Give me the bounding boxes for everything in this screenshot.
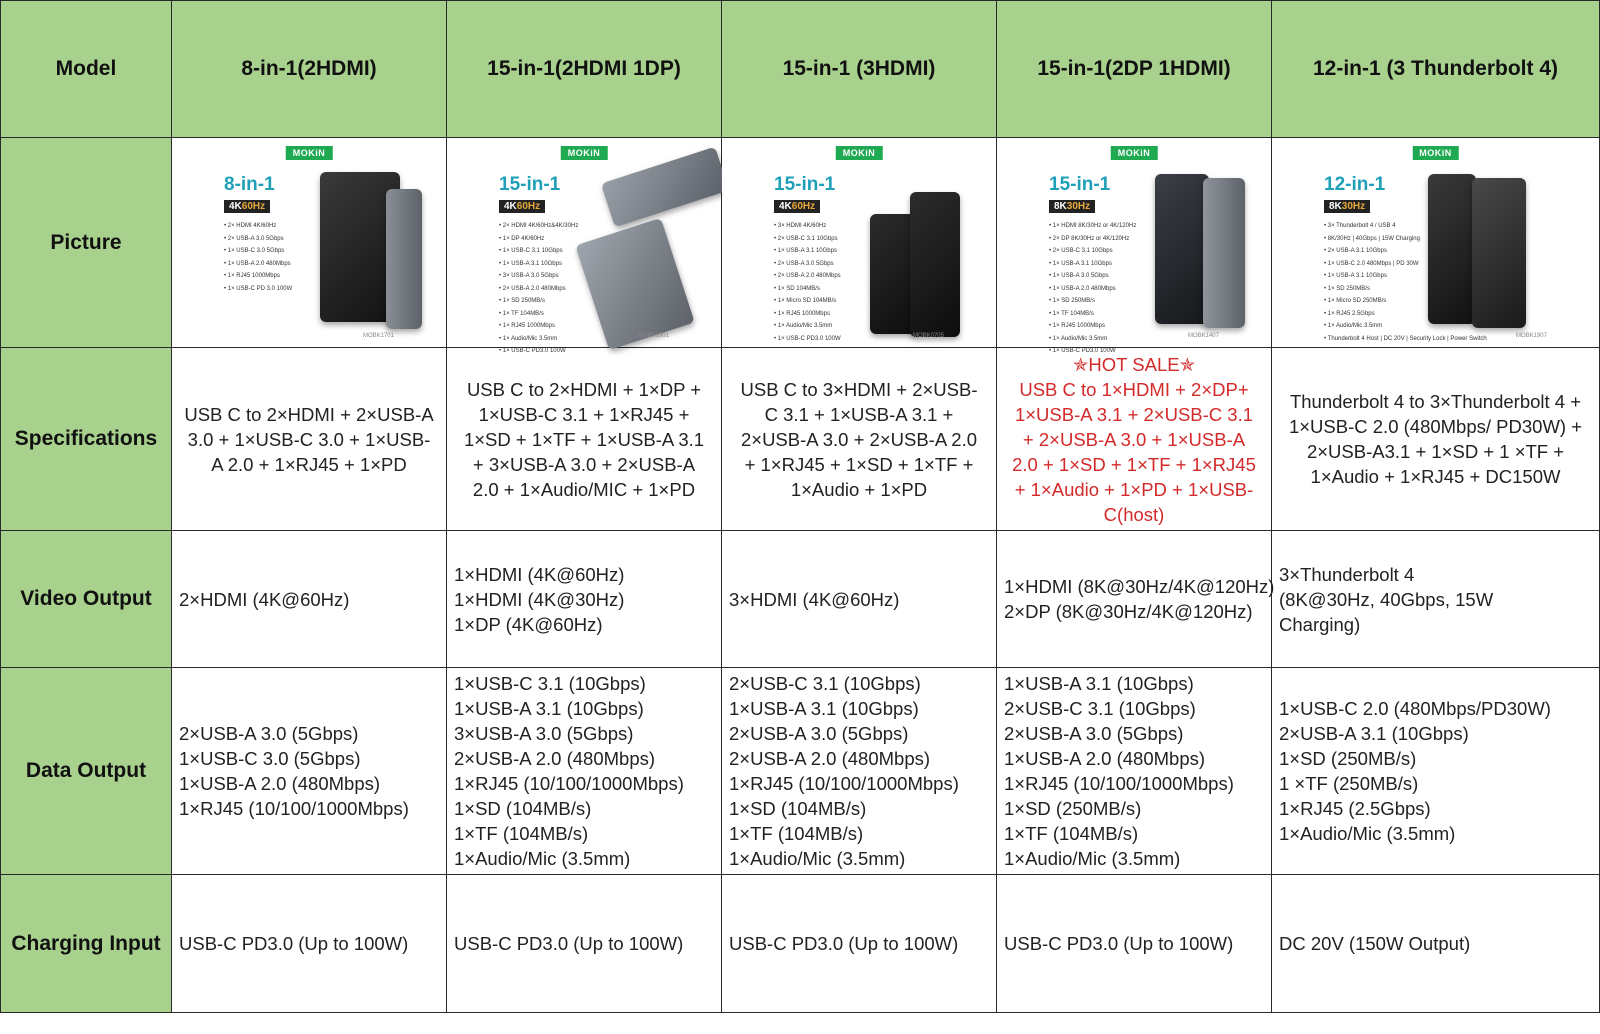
brand-logo: MOKiN [561, 146, 608, 160]
header-model-name [997, 0, 1272, 138]
product-image [1280, 144, 1591, 343]
data-output-cell [447, 668, 722, 875]
brand-logo: MOKiN [1111, 146, 1158, 160]
data-output-cell [722, 668, 997, 875]
feature-list [774, 220, 841, 345]
data-output-line: 2×USB-A 2.0 (480Mbps) [729, 748, 931, 769]
data-output-line: 1 ×TF (250MB/s) [1279, 773, 1419, 794]
data-output-cell [172, 668, 447, 875]
video-output-line: 1×HDMI (4K@60Hz) [454, 563, 625, 585]
data-output-line: 1×SD (250MB/s) [1004, 798, 1142, 819]
feature-item: • Thunderbolt 4 Host | DC 20V | Security Lock | Power Switch [1324, 333, 1487, 346]
feature-item: • 2× DP 8K/30Hz or 4K/120Hz [1049, 233, 1136, 246]
feature-list [1049, 220, 1136, 358]
data-output-line: 1×TF (104MB/s) [729, 823, 864, 844]
data-output-line: 3×USB-A 3.0 (5Gbps) [454, 723, 634, 744]
specifications-cell [447, 348, 722, 531]
brand-logo: MOKiN [286, 146, 333, 160]
header-model-name [447, 0, 722, 138]
feature-item: • 1× RJ45 1000Mbps [224, 270, 292, 283]
feature-item: • 1× SD 250MB/s [499, 295, 578, 308]
data-output-line: 1×Audio/Mic (3.5mm) [729, 848, 906, 869]
feature-item: • 1× USB-A 3.1 10Gbps [774, 245, 841, 258]
charging-input-cell [172, 875, 447, 1013]
data-output-line: 1×USB-C 3.0 (5Gbps) [179, 748, 361, 769]
data-output-line: 2×USB-A 3.0 (5Gbps) [729, 723, 909, 744]
charging-input-cell [1272, 875, 1600, 1013]
header-model-name [172, 0, 447, 138]
data-output-line: 1×RJ45 (10/100/1000Mbps) [729, 773, 959, 794]
feature-item: • 1× USB-A 3.0 5Gbps [1049, 270, 1136, 283]
badge-resolution: 8K [1329, 201, 1342, 212]
badge-refresh: 60Hz [516, 201, 541, 212]
row-label-specifications [0, 348, 172, 531]
product-image [455, 144, 713, 354]
feature-item: • 1× HDMI 8K/30Hz or 4K/120Hz [1049, 220, 1136, 233]
feature-item: • 3× USB-A 3.0 5Gbps [499, 270, 578, 283]
feature-item: • 1× USB-A 3.1 10Gbps [499, 258, 578, 271]
specifications-cell [1272, 348, 1600, 531]
product-image [1005, 144, 1263, 354]
data-output-line: 1×Audio/Mic (3.5mm) [1004, 848, 1181, 869]
product-title: 15-in-1 [499, 174, 561, 195]
feature-item: • 2× USB-A 3.0 5Gbps [774, 258, 841, 271]
data-output-line: 2×USB-A 3.0 (5Gbps) [179, 723, 359, 744]
charging-input-cell [447, 875, 722, 1013]
feature-item: • 1× RJ45 1000Mbps [1049, 320, 1136, 333]
feature-item: • 1× USB-A 2.0 480Mbps [1049, 283, 1136, 296]
data-output-line: 1×Audio/Mic (3.5mm) [1279, 823, 1456, 844]
resolution-badge [1049, 200, 1095, 213]
badge-resolution: 8K [1054, 201, 1067, 212]
data-output-line: 1×SD (250MB/s) [1279, 748, 1417, 769]
charging-input-cell [722, 875, 997, 1013]
badge-refresh: 30Hz [1066, 201, 1091, 212]
hub-device-image [1472, 178, 1526, 328]
data-output-line: 1×TF (104MB/s) [1004, 823, 1139, 844]
video-output-cell [172, 531, 447, 668]
feature-item: • 1× RJ45 1000Mbps [499, 320, 578, 333]
video-output-cell [1272, 531, 1600, 668]
specifications-text: USB C to 2×HDMI + 1×DP + 1×USB-C 3.1 + 1×RJ45 + 1×SD + 1×TF + 1×USB-A 3.1 + 3×USB-A 3.0 + 2×USB-A 2.0 + 1×Audio/MIC + 1×PD [463, 378, 705, 500]
data-output-line: 2×USB-A 2.0 (480Mbps) [454, 748, 656, 769]
badge-resolution: 4K [229, 201, 242, 212]
feature-item: • 1× DP 4K/60Hz [499, 233, 578, 246]
specifications-cell [722, 348, 997, 531]
data-output-line: 1×USB-C 2.0 (480Mbps/PD30W) [1279, 698, 1551, 719]
product-picture [172, 138, 447, 348]
row-label-charging-input [0, 875, 172, 1013]
header-model-name [722, 0, 997, 138]
hub-device-image [1155, 174, 1209, 324]
feature-item: • 1× USB-C PD3.0 100W [499, 345, 578, 358]
feature-item: • 1× USB-A 3.1 10Gbps [1324, 270, 1487, 283]
model-number: MOBK1701 [362, 333, 394, 339]
video-output-line: Charging) [1279, 613, 1361, 635]
brand-logo: MOKiN [1412, 146, 1459, 160]
feature-item: • 1× Audio/Mic 3.5mm [499, 333, 578, 346]
data-output-line: 2×USB-C 3.1 (10Gbps) [729, 673, 921, 694]
badge-refresh: 30Hz [1341, 201, 1366, 212]
row-label-text: Charging Input [11, 931, 161, 955]
hub-device-image [1203, 178, 1245, 328]
row-label-data-output [0, 668, 172, 875]
hub-device-image [910, 192, 960, 337]
data-output-line: 1×SD (104MB/s) [729, 798, 867, 819]
hub-device-image [601, 147, 729, 228]
badge-resolution: 4K [779, 201, 792, 212]
model-number: MOBK0705 [912, 333, 944, 339]
video-output-line: 1×DP (4K@60Hz) [454, 613, 603, 635]
product-image [180, 144, 438, 343]
model-name-text: 8-in-1(2HDMI) [241, 57, 377, 80]
data-output-line: 2×USB-A 3.1 (10Gbps) [1279, 723, 1469, 744]
data-output-line: 1×TF (104MB/s) [454, 823, 589, 844]
model-name-text: 15-in-1(2HDMI 1DP) [487, 57, 681, 80]
product-picture [1272, 138, 1600, 348]
video-output-line: 2×HDMI (4K@60Hz) [179, 588, 350, 610]
feature-item: • 2× HDMI 4K/60Hz&4K/30Hz [499, 220, 578, 233]
data-output-line: 2×USB-C 3.1 (10Gbps) [1004, 698, 1196, 719]
product-title: 15-in-1 [774, 174, 836, 195]
row-label-picture [0, 138, 172, 348]
feature-item: • 1× USB-A 3.1 10Gbps [1049, 258, 1136, 271]
feature-item: • 1× Audio/Mic 3.5mm [1324, 320, 1487, 333]
feature-item: • 1× Micro SD 250MB/s [1324, 295, 1487, 308]
brand-logo: MOKiN [836, 146, 883, 160]
model-name-text: 12-in-1 (3 Thunderbolt 4) [1312, 57, 1558, 80]
model-number: MOBK0901 [637, 333, 669, 339]
feature-item: • 1× SD 250MB/s [1324, 283, 1487, 296]
data-output-line: 1×RJ45 (10/100/1000Mbps) [1004, 773, 1234, 794]
data-output-line: 1×USB-A 2.0 (480Mbps) [179, 773, 381, 794]
video-output-line: 1×HDMI (4K@30Hz) [454, 588, 625, 610]
feature-item: • 1× USB-C 3.1 10Gbps [499, 245, 578, 258]
resolution-badge [224, 200, 270, 213]
badge-refresh: 60Hz [241, 201, 266, 212]
feature-item: • 1× USB-C PD3.0 100W [774, 333, 841, 346]
feature-item: • 1× USB-C 2.0 480Mbps | PD 30W [1324, 258, 1487, 271]
product-picture [722, 138, 997, 348]
header-model-name [1272, 0, 1600, 138]
product-picture [997, 138, 1272, 354]
specifications-text: ✯HOT SALE✯ USB C to 1×HDMI + 2×DP+ 1×USB-A 3.1 + 2×USB-C 3.1 + 2×USB-A 3.0 + 1×USB-A 2.0 + 1×SD + 1×TF + 1×RJ45 + 1×Audio + 1×PD + 1×USB-C(host) [1012, 353, 1256, 525]
charging-input-cell [997, 875, 1272, 1013]
feature-item: • 1× RJ45 1000Mbps [774, 308, 841, 321]
data-output-line: 1×USB-C 3.1 (10Gbps) [454, 673, 646, 694]
row-label-text: Specifications [14, 427, 158, 450]
data-output-line: 2×USB-A 3.0 (5Gbps) [1004, 723, 1184, 744]
hub-device-image [575, 218, 695, 350]
data-output-line: 1×SD (104MB/s) [454, 798, 592, 819]
feature-item: • 1× SD 104MB/s [774, 283, 841, 296]
product-title: 15-in-1 [1049, 174, 1111, 195]
feature-item: • 8K/30Hz | 40Gbps | 15W Charging [1324, 233, 1487, 246]
row-label-text: Data Output [25, 759, 147, 782]
charging-input-text: USB-C PD3.0 (Up to 100W) [1004, 933, 1234, 954]
badge-refresh: 60Hz [791, 201, 816, 212]
row-label-text: Video Output [20, 587, 152, 610]
feature-item: • 1× USB-C PD 3.0 100W [224, 283, 292, 296]
feature-item: • 1× USB-C 3.0 5Gbps [224, 245, 292, 258]
charging-input-text: USB-C PD3.0 (Up to 100W) [454, 933, 684, 954]
specifications-text: USB C to 2×HDMI + 2×USB-A 3.0 + 1×USB-C 3.0 + 1×USB-A 2.0 + 1×RJ45 + 1×PD [184, 403, 434, 475]
feature-item: • 1× USB-C PD3.0 100W [1049, 345, 1136, 358]
resolution-badge [1324, 200, 1370, 213]
feature-item: • 1× RJ45 2.5Gbps [1324, 308, 1487, 321]
data-output-line: 1×RJ45 (2.5Gbps) [1279, 798, 1431, 819]
data-output-line: 1×USB-A 3.1 (10Gbps) [454, 698, 644, 719]
video-output-line: 3×HDMI (4K@60Hz) [729, 588, 900, 610]
feature-list [224, 220, 292, 295]
resolution-badge [774, 200, 820, 213]
video-output-line: 1×HDMI (8K@30Hz/4K@120Hz) [1004, 576, 1275, 597]
product-picture [447, 138, 722, 354]
feature-item: • 2× USB-A 2.0 480Mbps [499, 283, 578, 296]
video-output-line: 2×DP (8K@30Hz/4K@120Hz) [1004, 601, 1253, 622]
feature-item: • 1× Audio/Mic 3.5mm [774, 320, 841, 333]
charging-input-text: USB-C PD3.0 (Up to 100W) [729, 933, 959, 954]
feature-item: • 2× USB-A 2.0 480Mbps [774, 270, 841, 283]
feature-item: • 1× Audio/Mic 3.5mm [1049, 333, 1136, 346]
charging-input-text: USB-C PD3.0 (Up to 100W) [179, 933, 409, 954]
feature-item: • 2× USB-A 3.1 10Gbps [1324, 245, 1487, 258]
video-output-cell [447, 531, 722, 668]
data-output-line: 1×Audio/Mic (3.5mm) [454, 848, 631, 869]
badge-resolution: 4K [504, 201, 517, 212]
video-output-line: (8K@30Hz, 40Gbps, 15W [1279, 588, 1494, 610]
header-model-label [0, 0, 172, 138]
product-title: 12-in-1 [1324, 174, 1386, 195]
feature-item: • 1× SD 250MB/s [1049, 295, 1136, 308]
model-label-text: Model [55, 57, 117, 80]
hub-device-image [386, 189, 422, 329]
charging-input-text: DC 20V (150W Output) [1279, 933, 1471, 954]
data-output-line: 1×RJ45 (10/100/1000Mbps) [454, 773, 684, 794]
specifications-text: Thunderbolt 4 to 3×Thunderbolt 4 + 1×USB-C 2.0 (480Mbps/ PD30W) + 2×USB-A3.1 + 1×SD + 1 ×TF + 1×Audio + 1×RJ45 + DC150W [1288, 391, 1583, 487]
model-number: MOBK1907 [1515, 333, 1547, 339]
data-output-line: 1×USB-A 3.1 (10Gbps) [1004, 673, 1194, 694]
product-image [730, 144, 988, 343]
model-number: MOBK1407 [1187, 333, 1219, 339]
feature-item: • 1× Micro SD 104MB/s [774, 295, 841, 308]
feature-item: • 3× HDMI 4K/60Hz [774, 220, 841, 233]
feature-item: • 2× USB-C 3.1 10Gbps [1049, 245, 1136, 258]
model-name-text: 15-in-1 (3HDMI) [782, 57, 936, 80]
specifications-text: USB C to 3×HDMI + 2×USB-C 3.1 + 1×USB-A 3.1 + 2×USB-A 3.0 + 2×USB-A 2.0 + 1×RJ45 + 1×SD + 1×TF + 1×Audio + 1×PD [740, 378, 978, 500]
feature-item: • 2× HDMI 4K/60Hz [224, 220, 292, 233]
data-output-line: 1×USB-A 2.0 (480Mbps) [1004, 748, 1206, 769]
model-name-text: 15-in-1(2DP 1HDMI) [1037, 57, 1231, 80]
feature-item: • 2× USB-A 3.0 5Gbps [224, 233, 292, 246]
feature-item: • 3× Thunderbolt 4 / USB 4 [1324, 220, 1487, 233]
hub-device-image [1428, 174, 1476, 324]
product-title: 8-in-1 [224, 174, 275, 195]
video-output-line: 3×Thunderbolt 4 [1279, 563, 1415, 585]
feature-item: • 1× TF 104MB/s [1049, 308, 1136, 321]
feature-item: • 1× USB-A 2.0 480Mbps [224, 258, 292, 271]
video-output-cell [722, 531, 997, 668]
row-label-text: Picture [50, 230, 122, 254]
feature-list [499, 220, 578, 358]
row-label-video-output [0, 531, 172, 668]
specifications-cell [172, 348, 447, 531]
data-output-cell [1272, 668, 1600, 875]
data-output-cell [997, 668, 1272, 875]
feature-item: • 1× TF 104MB/s [499, 308, 578, 321]
video-output-cell [997, 531, 1275, 668]
resolution-badge [499, 200, 545, 213]
feature-item: • 2× USB-C 3.1 10Gbps [774, 233, 841, 246]
specifications-cell [997, 348, 1272, 531]
data-output-line: 1×USB-A 3.1 (10Gbps) [729, 698, 919, 719]
data-output-line: 1×RJ45 (10/100/1000Mbps) [179, 798, 409, 819]
